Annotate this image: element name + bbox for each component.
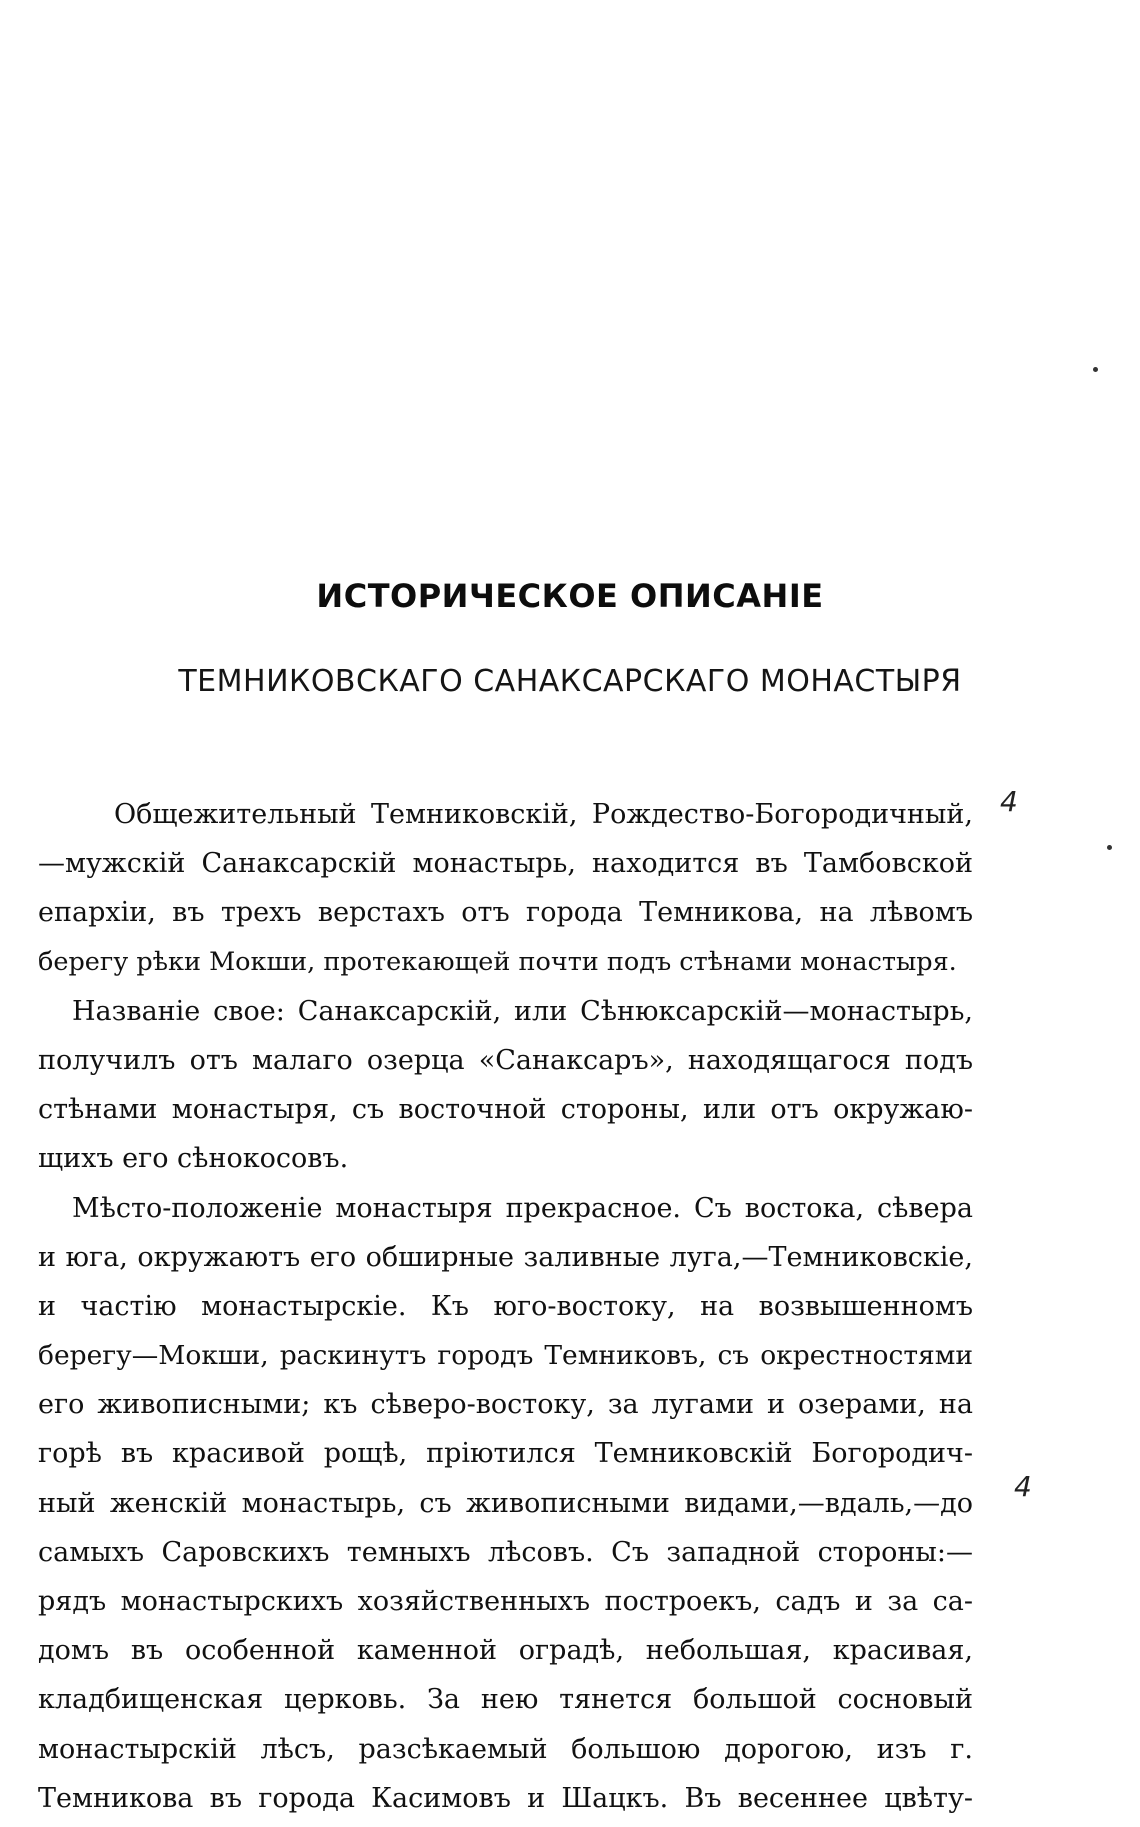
text-line: и юга, окружаютъ его обширные заливные луга,—Темниковскіе, bbox=[38, 1241, 973, 1273]
text-line: Названіе свое: Санаксарскій, или Сѣнюксарскій—монастырь, bbox=[72, 995, 973, 1027]
text-line: —мужскій Санаксарскій монастырь, находится въ Тамбовской bbox=[38, 848, 973, 880]
text-line: епархіи, въ трехъ верстахъ отъ города Темникова, на лѣвомъ bbox=[38, 897, 973, 929]
text-line: монастырскій лѣсъ, разсѣкаемый большою дорогою, изъ г. bbox=[38, 1733, 973, 1765]
text-line: его живописными; къ сѣверо-востоку, за лугами и озерами, на bbox=[38, 1389, 973, 1421]
margin-note: 4 bbox=[1014, 1470, 1032, 1503]
paragraph bbox=[38, 987, 973, 1184]
margin-note: 4 bbox=[1000, 785, 1018, 818]
page-subtitle: ТЕМНИКОВСКАГО САНАКСАРСКАГО МОНАСТЫРЯ bbox=[178, 664, 962, 699]
text-line: получилъ отъ малаго озерца «Санаксаръ», находящагося подъ bbox=[38, 1044, 973, 1076]
body-text bbox=[38, 790, 973, 1823]
text-line: щихъ его сѣнокосовъ. bbox=[38, 1143, 349, 1175]
text-line: кладбищенская церковь. За нею тянется большой сосновый bbox=[38, 1684, 973, 1716]
ink-speck bbox=[1093, 367, 1098, 372]
text-line: стѣнами монастыря, съ восточной стороны, или отъ окружаю- bbox=[38, 1094, 973, 1126]
paragraph bbox=[38, 1184, 973, 1823]
text-line: и частію монастырскіе. Къ юго-востоку, на возвышенномъ bbox=[38, 1290, 973, 1322]
page-title: ИСТОРИЧЕСКОЕ ОПИСАНІЕ bbox=[316, 577, 824, 615]
ink-speck bbox=[1107, 845, 1112, 850]
text-line: горѣ въ красивой рощѣ, пріютился Темниковскій Богородич- bbox=[38, 1438, 973, 1470]
text-line: Темникова въ города Касимовъ и Шацкъ. Въ весеннее цвѣту- bbox=[38, 1782, 973, 1814]
text-line: Общежительный Темниковскій, Рождество-Богородичный, bbox=[114, 799, 973, 830]
text-line: берегу рѣки Мокши, протекающей почти подъ стѣнами монастыря. bbox=[38, 946, 957, 977]
text-line: ный женскій монастырь, съ живописными видами,—вдаль,—до bbox=[38, 1487, 973, 1519]
text-line: рядъ монастырскихъ хозяйственныхъ построекъ, садъ и за са- bbox=[38, 1586, 973, 1617]
paragraph bbox=[38, 790, 973, 987]
text-line: домъ въ особенной каменной оградѣ, небольшая, красивая, bbox=[38, 1635, 973, 1667]
text-line: самыхъ Саровскихъ темныхъ лѣсовъ. Съ западной стороны:— bbox=[38, 1536, 973, 1568]
text-line: Мѣсто-положеніе монастыря прекрасное. Съ востока, сѣвера bbox=[72, 1192, 973, 1224]
text-line: берегу—Мокши, раскинутъ городъ Темниковъ, съ окрестностями bbox=[38, 1340, 973, 1372]
